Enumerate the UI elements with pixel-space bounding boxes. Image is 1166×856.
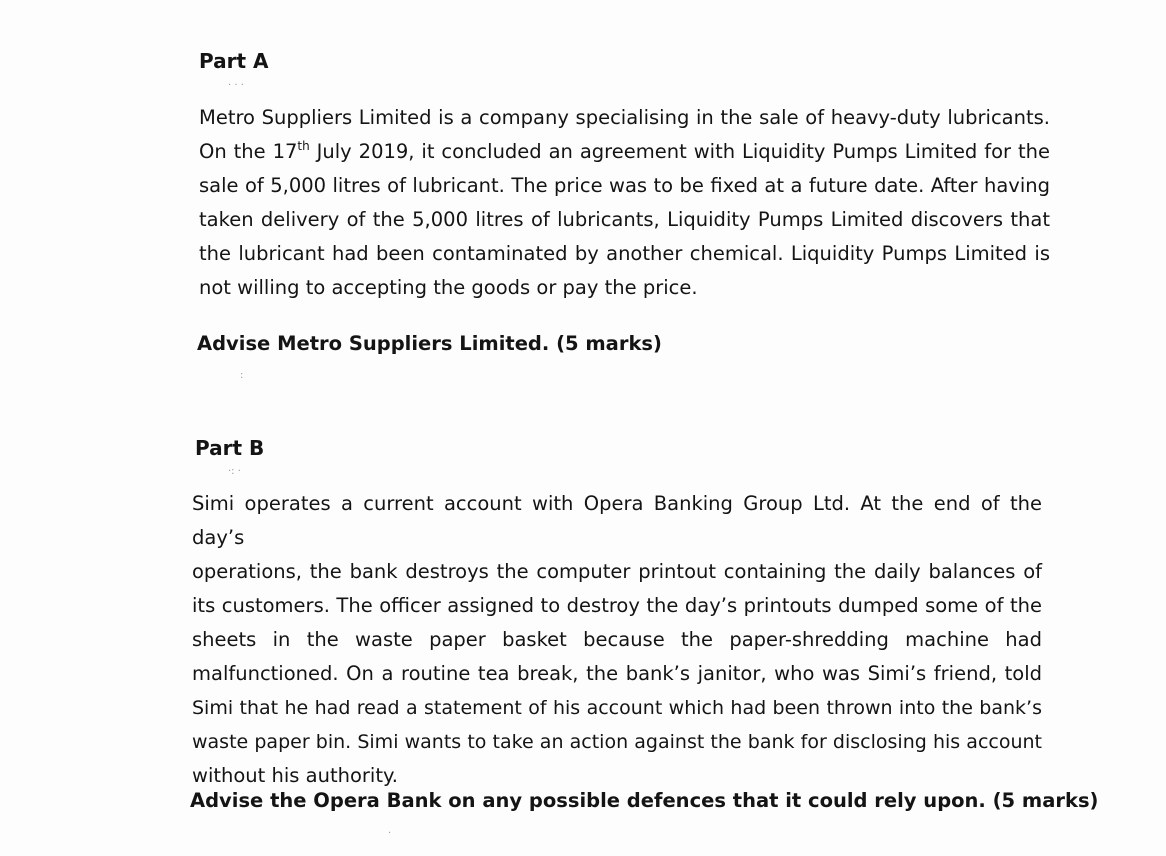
scan-speck-icon: : bbox=[240, 370, 244, 381]
part-b-line-3: its customers. The officer assigned to destroy the day’s printouts dumped some of the bbox=[192, 594, 1042, 617]
part-b-line-4: sheets in the waste paper basket because the paper-shredding machine had bbox=[192, 628, 1042, 651]
part-b-line-1: Simi operates a current account with Opera Banking Group Ltd. At the end of the day’s bbox=[192, 492, 1042, 549]
part-b-line-6: Simi that he had read a statement of his account which had been thrown into the bank’s bbox=[192, 697, 1042, 719]
part-a-line-4: taken delivery of the 5,000 litres of lubricants, Liquidity Pumps Limited discovers that bbox=[199, 208, 1050, 231]
part-a-line-2 bbox=[199, 135, 1050, 169]
part-a-paragraph bbox=[199, 101, 1050, 305]
part-a-line-5: the lubricant had been contaminated by another chemical. Liquidity Pumps Limited is bbox=[199, 242, 1050, 265]
part-a-question: Advise Metro Suppliers Limited. (5 marks) bbox=[197, 332, 662, 355]
scan-speck-icon: · bbox=[388, 828, 392, 839]
part-a-line-2-end: July 2019, it concluded an agreement with Liquidity Pumps Limited for the bbox=[309, 140, 1050, 163]
part-b-line-7: waste paper bin. Simi wants to take an action against the bank for disclosing his account bbox=[192, 731, 1042, 753]
part-a-line-2-start: On the 17 bbox=[199, 140, 298, 163]
part-b-line-2: operations, the bank destroys the computer printout containing the daily balances of bbox=[192, 560, 1042, 583]
part-b-line-5: malfunctioned. On a routine tea break, the bank’s janitor, who was Simi’s friend, told bbox=[192, 662, 1042, 685]
part-a-line-1: Metro Suppliers Limited is a company specialising in the sale of heavy-duty lubricants. bbox=[199, 106, 1050, 129]
part-a-heading: Part A bbox=[199, 49, 269, 73]
part-b-question: Advise the Opera Bank on any possible defences that it could rely upon. (5 marks) bbox=[190, 789, 1099, 812]
part-b-paragraph bbox=[192, 487, 1042, 793]
part-b-line-8: without his authority. bbox=[192, 764, 398, 787]
scan-speck-icon: · · · bbox=[228, 80, 244, 91]
part-a-line-6: not willing to accepting the goods or pay the price. bbox=[199, 276, 698, 299]
part-a-line-3: sale of 5,000 litres of lubricant. The price was to be fixed at a future date. After having bbox=[199, 174, 1050, 197]
ordinal-suffix: th bbox=[297, 139, 310, 153]
part-b-heading: Part B bbox=[195, 436, 265, 460]
scan-speck-icon: ·: · bbox=[228, 466, 241, 477]
